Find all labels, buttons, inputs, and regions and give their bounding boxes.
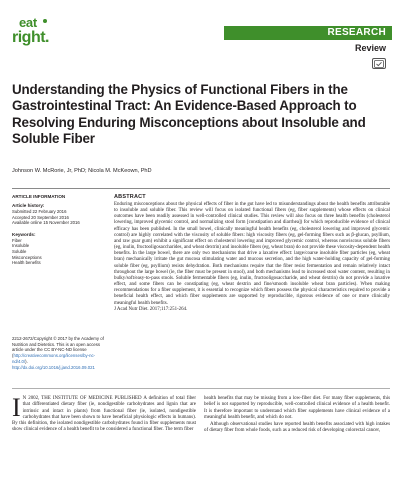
article-authors: Johnson W. McRorie, Jr, PhD; Nicola M. McKeown, PhD [12, 168, 152, 174]
header-divider [12, 188, 390, 189]
body-right-paragraph: health benefits that may be missing from a low-fiber diet. For many fiber supplements, this belief is not supported by reproducible, well-controlled clinical evidence of a health benefit. It is therefore important to understand which fiber supplements have clinical evidence of a meaningful health benefit, and which do not. [204, 396, 390, 420]
keyword: Misconceptions [12, 254, 42, 260]
abstract-citation: J Acad Nutr Diet. 2017;117:251-264. [114, 306, 188, 312]
eat-right-logo [12, 16, 52, 54]
article-info-column [12, 194, 110, 266]
article-title: Understanding the Physics of Functional Fibers in the Gastrointestinal Tract: An Evidence-Based Approach to Resolving Enduring Misconceptions about Insoluble and Soluble Fiber [12, 82, 366, 147]
keyword: Soluble [12, 248, 27, 254]
article-info-heading: ARTICLE INFORMATION [12, 194, 66, 199]
body-column-right [204, 396, 390, 435]
checkmark-icon [374, 60, 384, 68]
body-right-paragraph: Although observational studies have reported health benefits associated with high intakes of dietary fiber from whole foods, such as a reduced risk of developing colorectal cancer, [204, 422, 390, 434]
keyword: Insoluble [12, 243, 30, 249]
copyright-text: 2212-2672/Copyright © 2017 by the Academy of Nutrition and Dietetics. This is an open access article under the CC BY-NC-ND license ( [12, 336, 104, 359]
online-date: Available online 15 November 2016 [12, 220, 80, 226]
body-left-text: N 2002, THE INSTITUTE OF MEDICINE PUBLISHED A definition of total fiber that differentiated dietary fiber (ie, nondigestible carbohydrates and lignin that are intrinsic and intact in plants) from functional fiber (ie, isolated, nondigestible carbohydrates that have been shown to have beneficial physiologic effects in humans). By this definition, the isolated nondigestible carbohydrates found in fiber supplements must show clinical evidence of a health benefit to be considered a functional fiber. The term fiber [12, 396, 196, 433]
abstract-heading: ABSTRACT [114, 194, 146, 200]
keyword: Fiber [12, 237, 22, 243]
abstract-text [114, 202, 390, 313]
submitted-date: Submitted 22 February 2016 [12, 209, 67, 214]
check-badge-icon[interactable] [372, 58, 386, 69]
keywords-heading: Keywords: [12, 231, 36, 237]
copyright-notice [12, 336, 108, 370]
copyright-end: ). [25, 358, 28, 364]
subsection-label: Review [354, 43, 386, 53]
drop-cap: I [12, 393, 21, 422]
abstract-body: Enduring misconceptions about the physical effects of fiber in the gut have led to misunderstandings about the health benefits attributable to insoluble and soluble fiber. This review will focus on isolated functional fibers (eg, fiber supplements) whose effects on clinical outcomes have been readily assessed in well-controlled clinical studies. This review will also focus on three health benefits (cholesterol lowering, improved glycemic control, and normalizing stool form [constipation and diarrhea]) for which reproducible evidence of clinical efficacy has been published. In the small bowel, clinically meaningful health benefits (eg, cholesterol lowering and improved glycemic control) are highly correlated with the viscosity of soluble fibers: high viscosity fibers (eg, gel-forming fibers such as β-glucan, psyllium, and raw guar gum) exhibit a significant effect on cholesterol lowering and improved glycemic control, whereas nonviscous soluble fibers (eg, inulin, fructooligosaccharides, and wheat dextrin) and insoluble fibers (eg, wheat bran) do not provide these viscosity-dependent health benefits. In the large bowel, there are only two mechanisms that drive a laxative effect: large/coarse insoluble fiber particles (eg, wheat bran) mechanically irritate the gut mucosa stimulating water and mucous secretion, and the high water-holding capacity of gel-forming soluble fiber (eg, psyllium) resists dehydration. Both mechanisms require that the fiber resist fermentation and remain relatively intact throughout the large bowel (ie, the fiber must be present in stool), and both mechanisms lead to increased stool water content, resulting in bulky/soft/easy-to-pass stools. Soluble fermentable fibers (eg, inulin, fructooligosaccharide, and wheat dextrin) do not provide a laxative effect, and some fibers can be constipating (eg, wheat dextrin and fine/smooth insoluble wheat bran particles). When making recommendations for a fiber supplement, it is essential to recognize which fibers possess the physical characteristics required to provide a beneficial health effect, and which fiber supplements are supported by reproducible, rigorous evidence of one or more clinically meaningful health benefits. [114, 202, 391, 306]
section-label: RESEARCH [327, 27, 386, 38]
logo-eat-text: eat [19, 15, 37, 30]
doi-link[interactable]: http://dx.doi.org/10.1016/j.jand.2016.09.021 [12, 364, 95, 370]
accepted-date: Accepted 20 September 2016 [12, 214, 69, 220]
article-history-heading: Article history: [12, 203, 45, 208]
logo-right-text: right. [12, 29, 49, 46]
abstract-section [114, 194, 390, 313]
license-link[interactable]: http://creativecommons.org/licenses/by-nc-nd/4.0/ [12, 353, 96, 364]
abstract-divider [12, 388, 390, 389]
body-column-left [12, 393, 196, 434]
keyword: Health benefits [12, 260, 41, 266]
logo-dot [43, 19, 47, 23]
